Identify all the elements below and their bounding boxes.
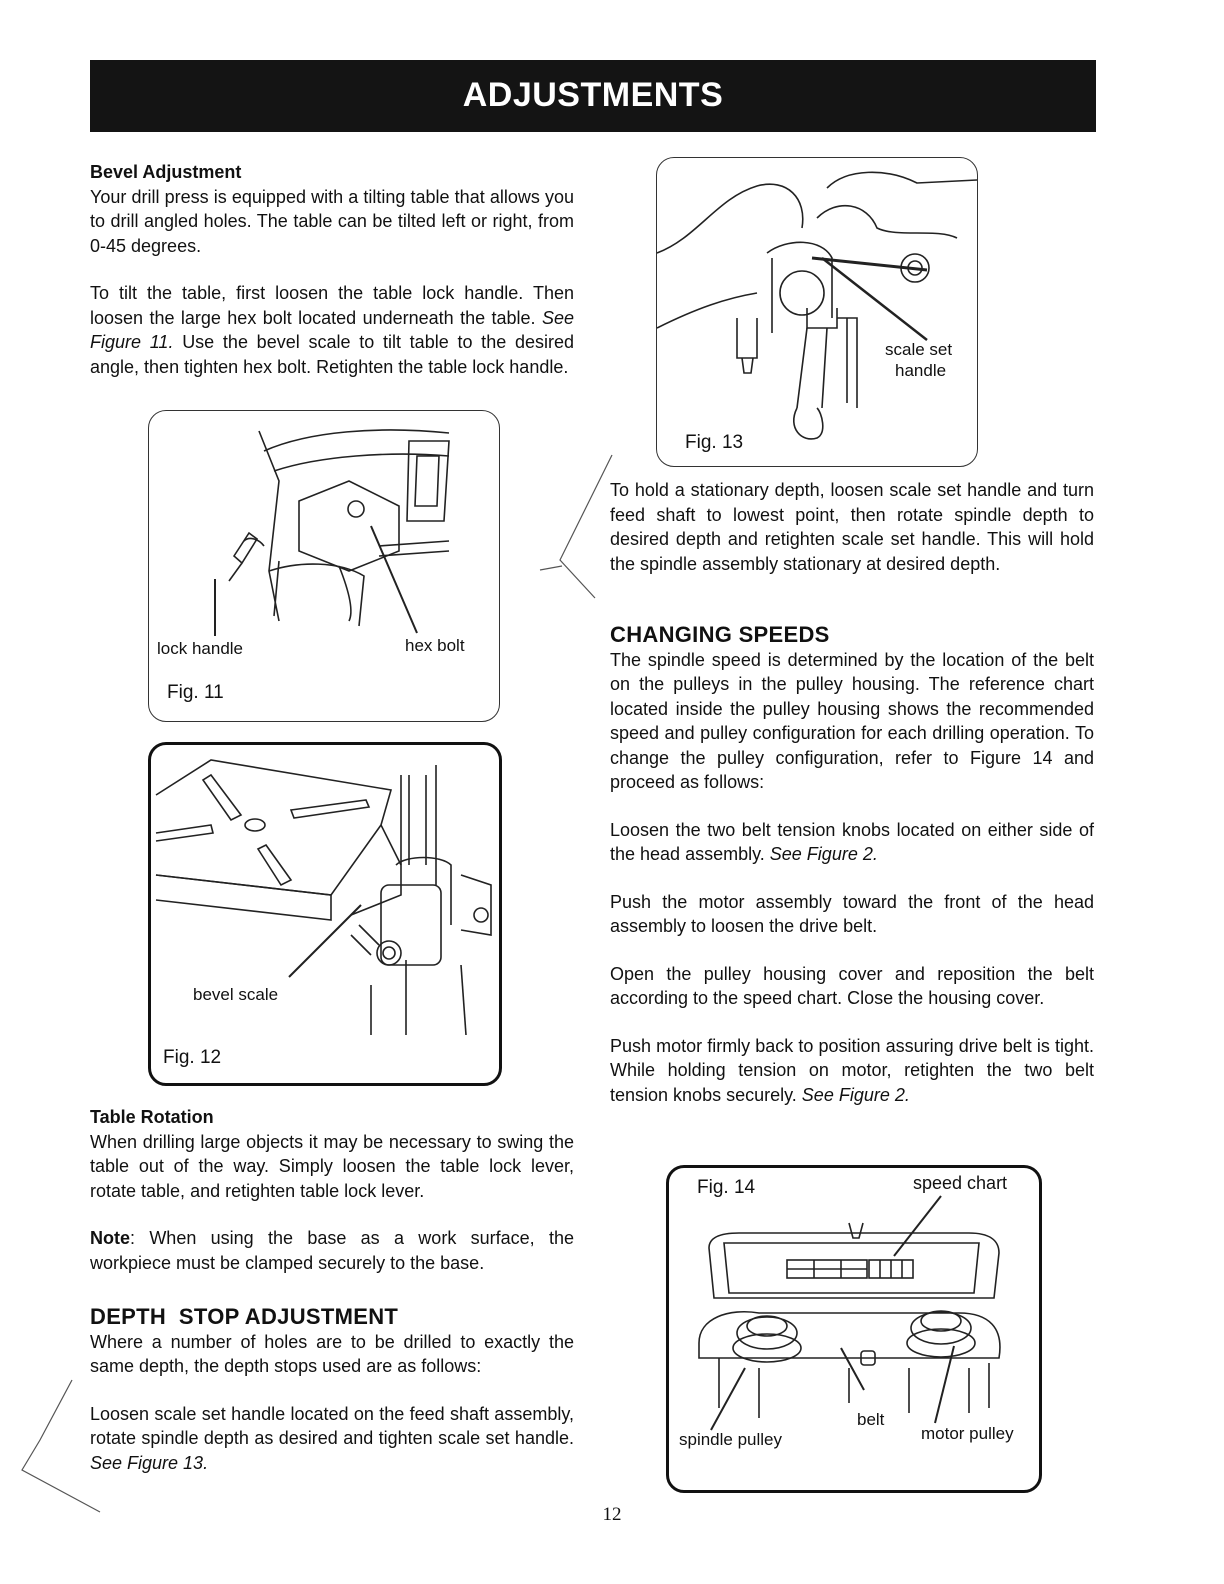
note-label: Note — [90, 1228, 130, 1248]
fig14-number: Fig. 14 — [697, 1177, 756, 1198]
fig11-label-hex-bolt: hex bolt — [405, 636, 465, 655]
table-rotation-paragraph: When drilling large objects it may be necessary to swing the table out of the way. Simply loosen the table lock lever, rotate table, and retighten table lock lever. — [90, 1131, 574, 1201]
depth-stop-heading: DEPTH STOP ADJUSTMENT — [90, 1304, 399, 1329]
bevel-paragraph-1: Your drill press is equipped with a tilting table that allows you to drill angled holes. The table can be tilted left or right, from 0-45 degrees. — [90, 186, 574, 256]
depth-stop-paragraph-2: Loosen scale set handle located on the feed shaft assembly, rotate spindle depth as desired and tighten scale set handle. See Figure 13. — [90, 1403, 574, 1473]
see-figure-2-ref-2: See Figure 2. — [801, 1084, 910, 1105]
page-title: ADJUSTMENTS — [462, 76, 724, 114]
bevel-paragraph-2: To tilt the table, first loosen the table lock handle. Then loosen the large hex bolt located underneath the table. See Figure 11. Use the bevel scale to tilt table to the desired angle, then tighten hex bolt. Retighten the table lock handle. — [90, 283, 574, 377]
speeds-step-1: Loosen the two belt tension knobs located on either side of the head assembly. See Figure 2. — [610, 819, 1094, 864]
see-figure-13-ref: See Figure 13. — [90, 1452, 209, 1473]
fig14-label-speed-chart: speed chart — [913, 1173, 1008, 1193]
see-figure-2-ref-1: See Figure 2. — [769, 844, 878, 864]
depth-hold-paragraph: To hold a stationary depth, loosen scale set handle and turn feed shaft to lowest point, then rotate spindle depth to desired depth and retighten scale set handle. This will hold the spindle assembly stationary at desired depth. — [610, 480, 1094, 574]
depth-stop-paragraph-1: Where a number of holes are to be drilled to exactly the same depth, the depth stops used are as follows: — [90, 1331, 574, 1376]
fig12-number: Fig. 12 — [163, 1047, 222, 1068]
fig14-label-motor-pulley: motor pulley — [921, 1424, 1014, 1443]
see-figure-11-ref: See Figure 11. — [90, 307, 574, 352]
fig14-label-spindle-pulley: spindle pulley — [679, 1430, 783, 1449]
speeds-step-2: Push the motor assembly toward the front of the head assembly to loosen the drive belt. — [610, 891, 1094, 936]
changing-speeds-heading: CHANGING SPEEDS — [610, 622, 830, 647]
changing-speeds-paragraph: The spindle speed is determined by the location of the belt on the pulleys in the pulley housing. The reference chart located inside the pulley housing shows the recommended speed and pulley configuration for each drilling operation. To change the pulley configuration, refer to Figure 14 and proceed as follows: — [610, 649, 1094, 792]
fig11-number: Fig. 11 — [167, 682, 224, 703]
fig13-label-handle: handle — [895, 361, 947, 380]
fig11-label-lock-handle: lock handle — [157, 639, 244, 658]
table-rotation-heading: Table Rotation — [90, 1107, 214, 1127]
speeds-step-3: Open the pulley housing cover and reposition the belt according to the speed chart. Close the housing cover. — [610, 963, 1094, 1008]
fig13-number: Fig. 13 — [685, 432, 744, 453]
note-paragraph: Note: When using the base as a work surface, the workpiece must be clamped securely to the base. — [90, 1228, 574, 1273]
fig12-label-bevel-scale: bevel scale — [193, 985, 279, 1004]
fig13-label-scale-set: scale set — [885, 340, 953, 359]
fig14-label-belt: belt — [857, 1410, 885, 1429]
speeds-step-4: Push motor firmly back to position assuring drive belt is tight. While holding tension on motor, retighten the two belt tension knobs securely. See Figure 2. — [610, 1035, 1094, 1105]
page-number: 12 — [602, 1504, 622, 1525]
bevel-heading: Bevel Adjustment — [90, 162, 242, 182]
